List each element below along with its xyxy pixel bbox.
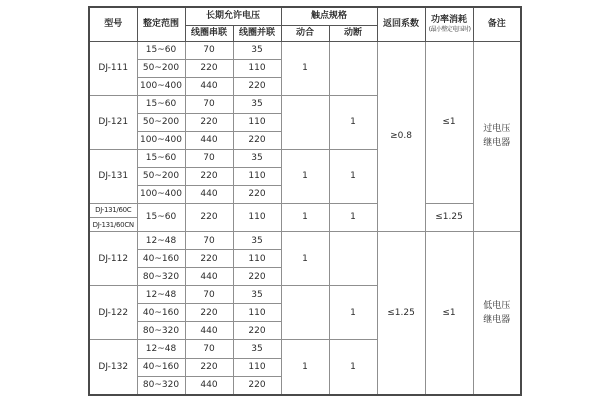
cell-power-upper: ≤1 — [425, 41, 473, 203]
header-coil-series: 线圈串联 — [185, 25, 233, 41]
cell-coil-series: 220 — [185, 203, 233, 232]
cell-range: 50~200 — [137, 59, 185, 77]
cell-range: 50~200 — [137, 113, 185, 131]
cell-coil-parallel: 110 — [233, 203, 281, 232]
cell-range: 12~48 — [137, 286, 185, 304]
cell-coil-series: 220 — [185, 358, 233, 376]
cell-remark-undervoltage — [473, 232, 521, 395]
cell-range: 15~60 — [137, 95, 185, 113]
cell-coil-parallel: 220 — [233, 185, 281, 203]
cell-no-contact-dj112: 1 — [281, 232, 329, 286]
cell-no-contact-dj121 — [281, 95, 329, 149]
cell-range: 40~160 — [137, 304, 185, 322]
header-nc-contact: 动断 — [329, 25, 377, 41]
cell-coil-series: 220 — [185, 113, 233, 131]
cell-model-dj111: DJ-111 — [89, 41, 137, 95]
header-power-consumption — [425, 7, 473, 41]
cell-no-contact-dj131-60: 1 — [281, 203, 329, 232]
cell-nc-contact-dj112 — [329, 232, 377, 286]
header-model: 型号 — [89, 7, 137, 41]
cell-coil-parallel: 110 — [233, 113, 281, 131]
cell-coil-parallel: 35 — [233, 95, 281, 113]
cell-range: 100~400 — [137, 131, 185, 149]
cell-nc-contact-dj131: 1 — [329, 149, 377, 203]
cell-range: 80~320 — [137, 322, 185, 340]
header-power-line1: 功率消耗 — [431, 14, 468, 25]
header-row-1 — [89, 7, 521, 25]
cell-return-coeff-upper: ≥0.8 — [377, 41, 425, 232]
cell-coil-parallel: 35 — [233, 149, 281, 167]
cell-coil-parallel: 110 — [233, 304, 281, 322]
remark-line: 过电压 — [483, 123, 511, 134]
cell-coil-series: 70 — [185, 41, 233, 59]
remark-line: 继电器 — [483, 137, 511, 148]
cell-coil-parallel: 110 — [233, 167, 281, 185]
cell-model-dj131-60c: DJ-131/60C — [89, 203, 137, 217]
cell-coil-series: 440 — [185, 322, 233, 340]
cell-range: 15~60 — [137, 41, 185, 59]
cell-model-dj121: DJ-121 — [89, 95, 137, 149]
cell-range: 100~400 — [137, 77, 185, 95]
relay-spec-sheet — [88, 6, 522, 396]
cell-coil-parallel: 110 — [233, 250, 281, 268]
cell-range: 80~320 — [137, 268, 185, 286]
cell-coil-parallel: 110 — [233, 59, 281, 77]
relay-spec-table — [88, 6, 522, 396]
cell-range: 15~60 — [137, 149, 185, 167]
header-remark: 备注 — [473, 7, 521, 41]
cell-range: 50~200 — [137, 167, 185, 185]
cell-coil-parallel: 35 — [233, 41, 281, 59]
cell-power-lower: ≤1 — [425, 232, 473, 395]
cell-coil-series: 70 — [185, 95, 233, 113]
cell-coil-parallel: 220 — [233, 131, 281, 149]
cell-coil-parallel: 220 — [233, 376, 281, 395]
cell-coil-series: 70 — [185, 286, 233, 304]
cell-coil-series: 70 — [185, 232, 233, 250]
header-no-contact: 动合 — [281, 25, 329, 41]
cell-coil-series: 220 — [185, 167, 233, 185]
cell-nc-contact-dj121: 1 — [329, 95, 377, 149]
cell-coil-parallel: 35 — [233, 232, 281, 250]
table-header — [89, 7, 521, 41]
cell-coil-series: 440 — [185, 268, 233, 286]
cell-coil-parallel: 35 — [233, 340, 281, 358]
cell-nc-contact-dj122: 1 — [329, 286, 377, 340]
cell-range: 80~320 — [137, 376, 185, 395]
cell-no-contact-dj132: 1 — [281, 340, 329, 395]
header-power-line2: (最小整定电压时) — [428, 25, 470, 33]
cell-nc-contact-dj111 — [329, 41, 377, 95]
cell-coil-series: 440 — [185, 131, 233, 149]
cell-model-dj132: DJ-132 — [89, 340, 137, 395]
cell-coil-series: 70 — [185, 149, 233, 167]
cell-nc-contact-dj132: 1 — [329, 340, 377, 395]
cell-coil-series: 440 — [185, 77, 233, 95]
cell-coil-series: 220 — [185, 250, 233, 268]
header-coil-parallel: 线圈并联 — [233, 25, 281, 41]
cell-coil-parallel: 110 — [233, 358, 281, 376]
header-return-coefficient: 返回系数 — [377, 7, 425, 41]
cell-range: 12~48 — [137, 340, 185, 358]
cell-model-dj122: DJ-122 — [89, 286, 137, 340]
table-row — [89, 41, 521, 59]
cell-range: 15~60 — [137, 203, 185, 232]
cell-power-dj131-60: ≤1.25 — [425, 203, 473, 232]
cell-remark-overvoltage — [473, 41, 521, 232]
header-contact-spec-group: 触点规格 — [281, 7, 377, 25]
cell-nc-contact-dj131-60: 1 — [329, 203, 377, 232]
header-allowable-voltage-group: 长期允许电压 — [185, 7, 281, 25]
cell-coil-series: 440 — [185, 185, 233, 203]
cell-model-dj131: DJ-131 — [89, 149, 137, 203]
table-row — [89, 232, 521, 250]
cell-no-contact-dj111: 1 — [281, 41, 329, 95]
cell-model-dj131-60cn: DJ-131/60CN — [89, 218, 137, 232]
cell-coil-series: 220 — [185, 304, 233, 322]
remark-line: 低电压 — [483, 300, 511, 311]
cell-coil-series: 70 — [185, 340, 233, 358]
table-row — [89, 203, 521, 217]
cell-range: 100~400 — [137, 185, 185, 203]
cell-coil-parallel: 220 — [233, 268, 281, 286]
cell-coil-series: 440 — [185, 376, 233, 395]
cell-coil-parallel: 220 — [233, 77, 281, 95]
remark-line: 继电器 — [483, 314, 511, 325]
cell-coil-series: 220 — [185, 59, 233, 77]
header-setting-range: 整定范围 — [137, 7, 185, 41]
cell-range: 40~160 — [137, 358, 185, 376]
cell-return-coeff-lower: ≤1.25 — [377, 232, 425, 395]
cell-no-contact-dj131: 1 — [281, 149, 329, 203]
cell-range: 40~160 — [137, 250, 185, 268]
cell-coil-parallel: 35 — [233, 286, 281, 304]
cell-range: 12~48 — [137, 232, 185, 250]
cell-model-dj112: DJ-112 — [89, 232, 137, 286]
cell-no-contact-dj122 — [281, 286, 329, 340]
cell-coil-parallel: 220 — [233, 322, 281, 340]
